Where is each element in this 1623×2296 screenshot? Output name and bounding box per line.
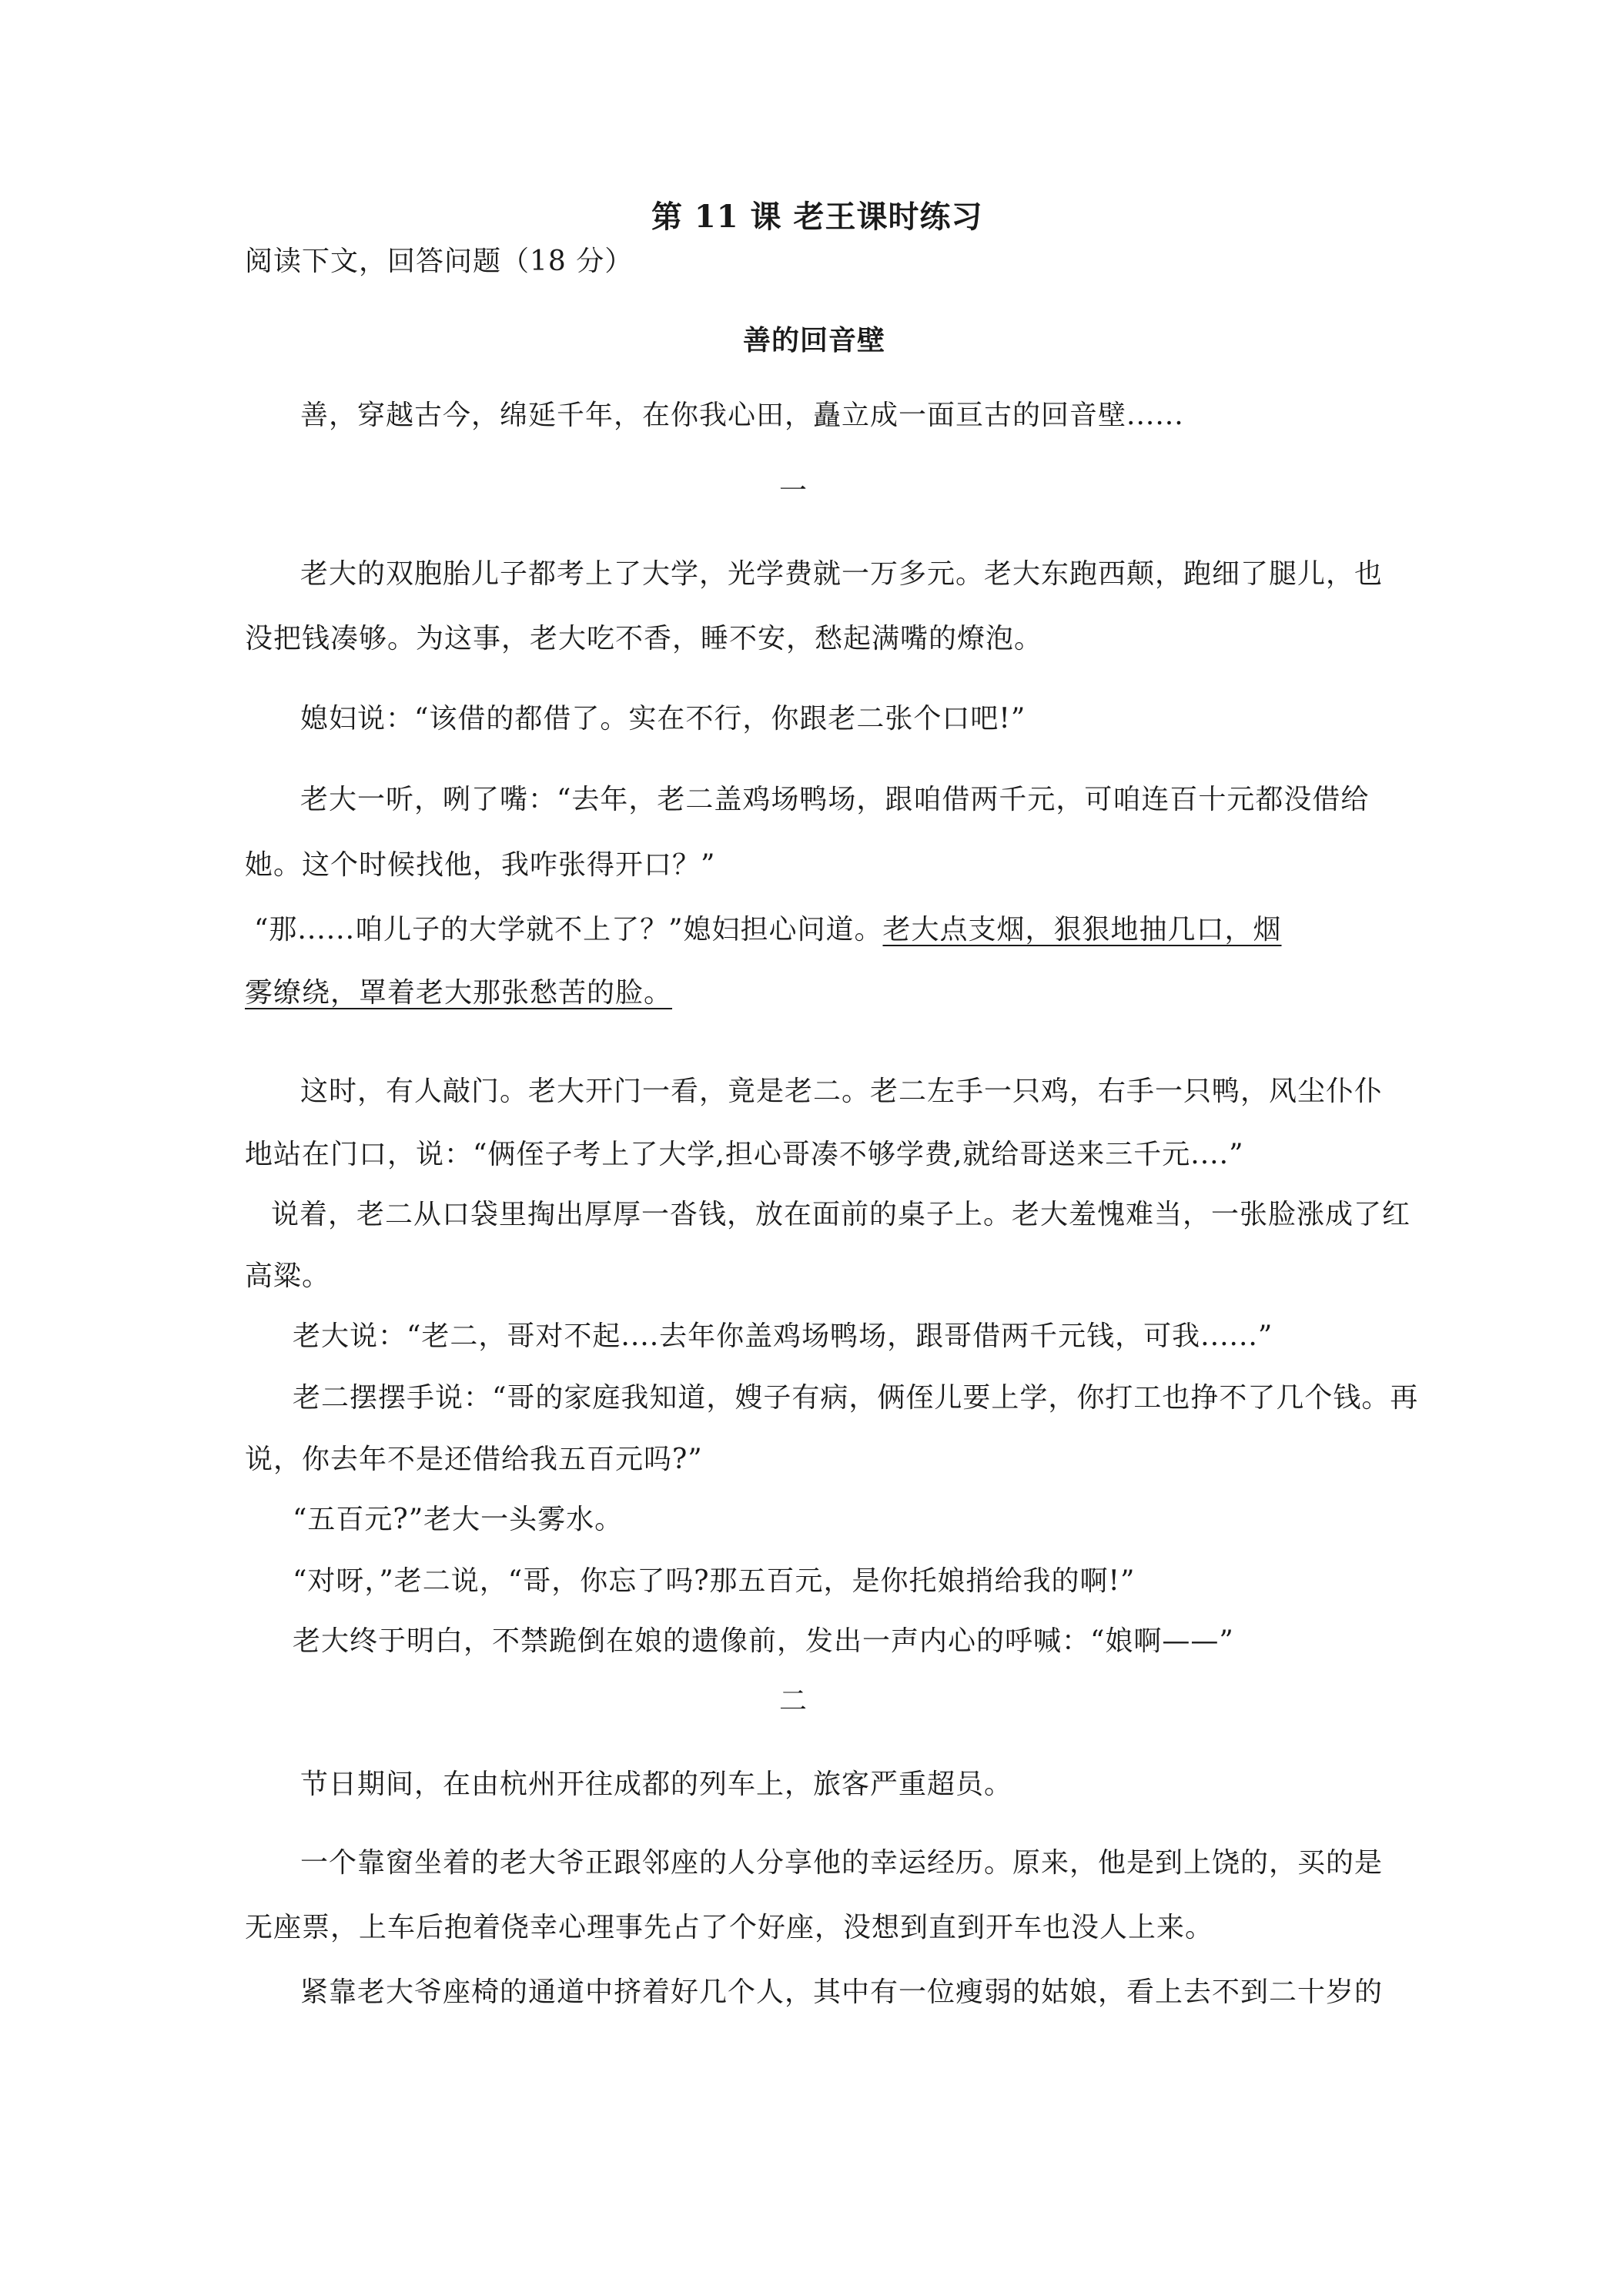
paragraph-line: 她。这个时候找他，我咋张得开口？” <box>245 849 716 881</box>
paragraph-line: 一个靠窗坐着的老大爷正跟邻座的人分享他的幸运经历。原来，他是到上饶的，买的是 <box>300 1847 1384 1879</box>
intro-paragraph: 善，穿越古今，绵延千年，在你我心田，矗立成一面亘古的回音壁...... <box>300 400 1184 431</box>
paragraph-line: 老二摆摆手说：“哥的家庭我知道，嫂子有病，俩侄儿要上学，你打工也挣不了几个钱。再 <box>293 1382 1419 1414</box>
paragraph-line: 媳妇说：“该借的都借了。实在不行，你跟老二张个口吧!” <box>300 703 1026 735</box>
paragraph-line: 老大一听，咧了嘴：“去年，老二盖鸡场鸭场，跟咱借两千元，可咱连百十元都没借给 <box>300 784 1370 815</box>
paragraph-line: 没把钱凑够。为这事，老大吃不香，睡不安，愁起满嘴的燎泡。 <box>245 623 1043 654</box>
paragraph-line: 紧靠老大爷座椅的通道中挤着好几个人，其中有一位瘦弱的姑娘，看上去不到二十岁的 <box>300 1976 1384 2008</box>
page-title: 第 11 课 老王课时练习 <box>651 199 983 235</box>
section-two-label: 二 <box>779 1685 808 1717</box>
paragraph-line: 老大终于明白，不禁跪倒在娘的遗像前，发出一声内心的呼喊：“娘啊——” <box>293 1625 1234 1657</box>
article-title: 善的回音壁 <box>743 324 886 356</box>
paragraph-line: “五百元?”老大一头雾水。 <box>293 1504 624 1535</box>
paragraph-line: 老大的双胞胎儿子都考上了大学，光学费就一万多元。老大东跑西颠，跑细了腿儿，也 <box>300 558 1384 590</box>
paragraph-line: 说着，老二从口袋里掏出厚厚一沓钱，放在面前的桌子上。老大羞愧难当，一张脸涨成了红 <box>271 1199 1411 1230</box>
underlined-text: 雾缭绕，罩着老大那张愁苦的脸。 <box>245 977 673 1009</box>
underlined-text: 老大点支烟，狠狠地抽几口，烟 <box>882 914 1282 946</box>
paragraph-text: “那......咱儿子的大学就不上了？”媳妇担心问道。 <box>254 914 883 946</box>
paragraph-line: 高粱。 <box>245 1260 331 1292</box>
paragraph-line: 地站在门口，说：“俩侄子考上了大学,担心哥凑不够学费,就给哥送来三千元....” <box>245 1139 1244 1170</box>
paragraph-line: 无座票，上车后抱着侥幸心理事先占了个好座，没想到直到开车也没人上来。 <box>245 1912 1214 1943</box>
paragraph-line: 节日期间，在由杭州开往成都的列车上，旅客严重超员。 <box>300 1769 1013 1800</box>
paragraph-line: “对呀，”老二说，“哥，你忘了吗?那五百元，是你托娘捎给我的啊!” <box>293 1565 1136 1597</box>
paragraph-line: 这时，有人敲门。老大开门一看，竟是老二。老二左手一只鸡，右手一只鸭，风尘仆仆 <box>300 1076 1384 1107</box>
paragraph-line: 说，你去年不是还借给我五百元吗?” <box>245 1444 703 1475</box>
paragraph-line: 老大说：“老二，哥对不起....去年你盖鸡场鸭场，跟哥借两千元钱，可我......” <box>293 1320 1273 1352</box>
section-one-label: 一 <box>779 475 808 507</box>
instruction-text: 阅读下文，回答问题（18 分） <box>245 246 634 277</box>
paragraph-line <box>254 912 1282 949</box>
